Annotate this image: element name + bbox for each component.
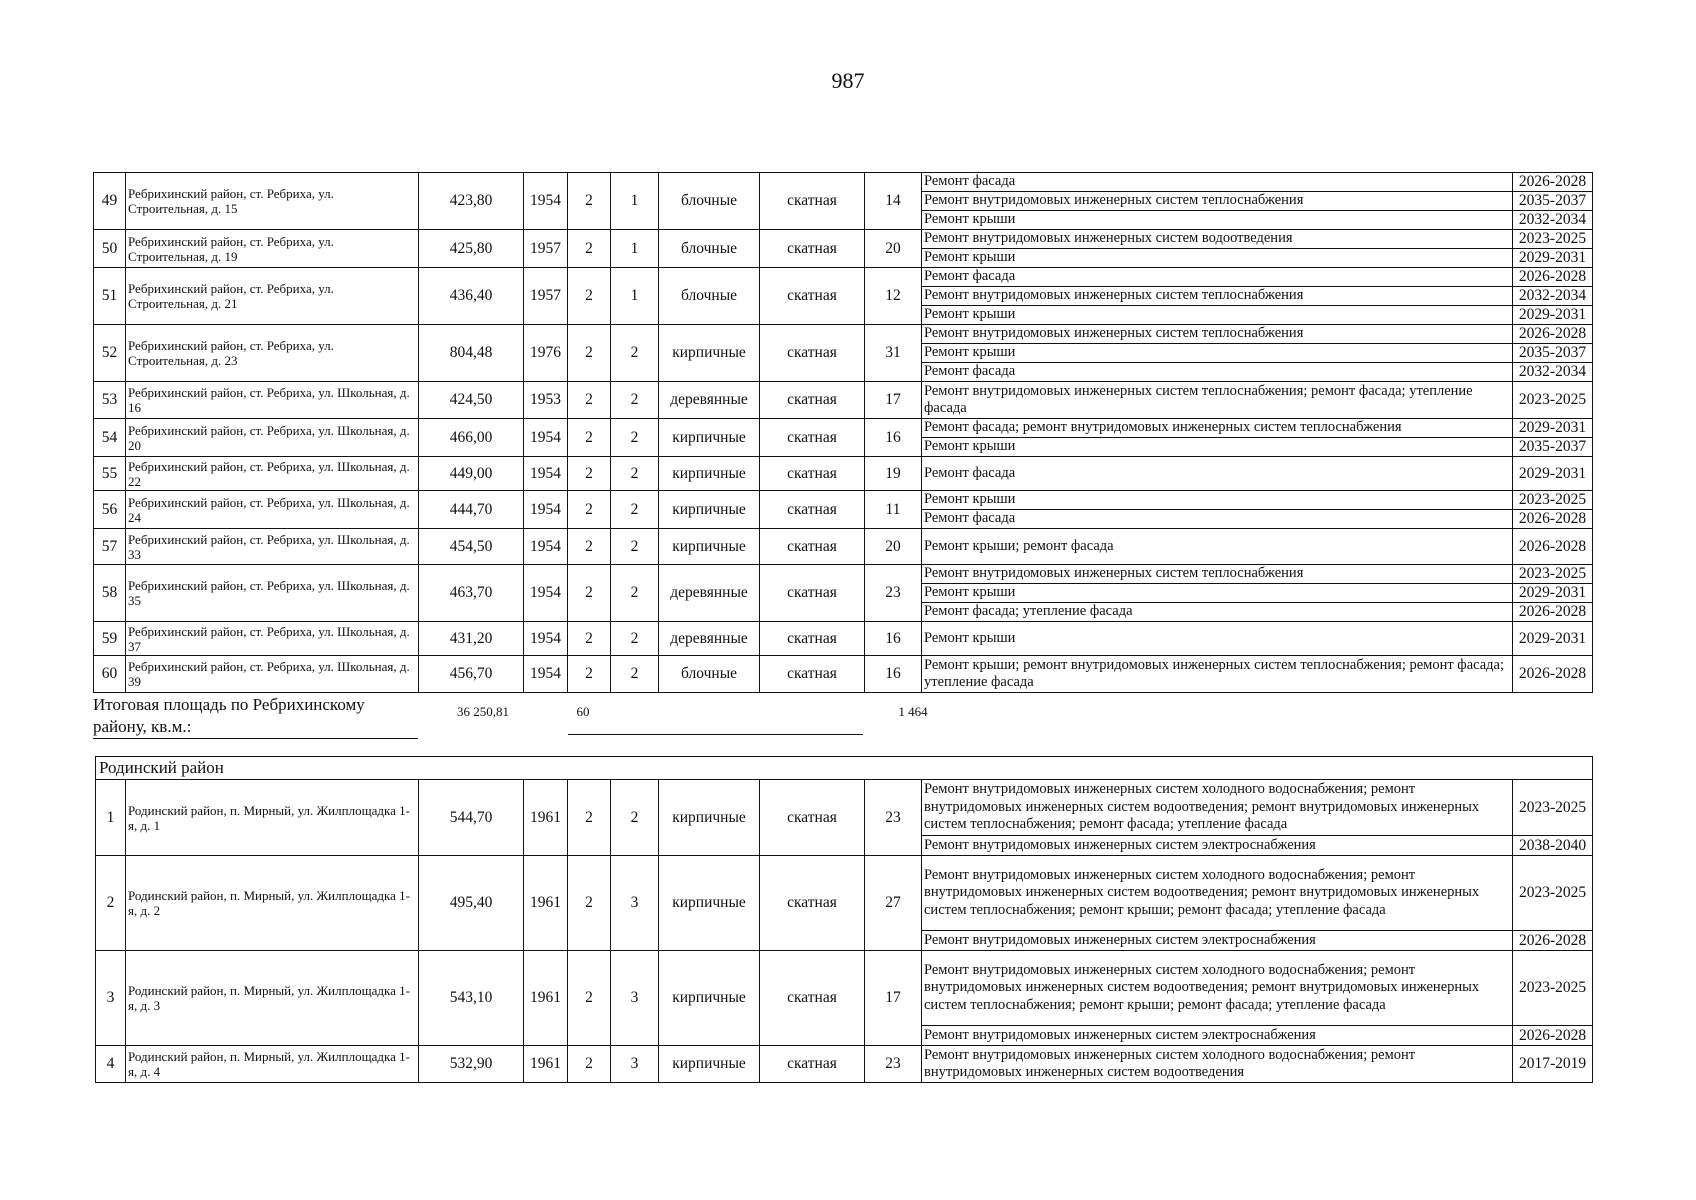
work-period-cell: 2035-2037: [1513, 344, 1593, 363]
work-period-cell: 2029-2031: [1513, 419, 1593, 438]
table-row: [94, 457, 1593, 491]
wall-material-cell: блочные: [659, 173, 760, 230]
row-number: 52: [94, 325, 126, 382]
table-row: [96, 856, 1593, 931]
work-description-cell: Ремонт крыши: [922, 249, 1513, 268]
address-cell: Ребрихинский район, ст. Ребриха, ул. Школьная, д. 39: [126, 656, 419, 693]
work-period-cell: 2026-2028: [1513, 173, 1593, 192]
roof-type-cell: скатная: [760, 325, 865, 382]
work-description-cell: Ремонт фасада; утепление фасада: [922, 603, 1513, 622]
work-description-cell: Ремонт внутридомовых инженерных систем водоотведения: [922, 230, 1513, 249]
floors-cell: 2: [568, 529, 611, 565]
wall-material-cell: кирпичные: [659, 529, 760, 565]
work-period-cell: 2032-2034: [1513, 287, 1593, 306]
address-cell: Родинский район, п. Мирный, ул. Жилплощадка 1-я, д. 3: [126, 951, 419, 1046]
address-cell: Ребрихинский район, ст. Ребриха, ул. Школьная, д. 22: [126, 457, 419, 491]
work-description-cell: Ремонт внутридомовых инженерных систем электроснабжения: [922, 931, 1513, 951]
row-number: 51: [94, 268, 126, 325]
area-cell: 449,00: [419, 457, 524, 491]
area-cell: 544,70: [419, 780, 524, 856]
year-cell: 1961: [524, 780, 568, 856]
roof-type-cell: скатная: [760, 230, 865, 268]
work-period-cell: 2017-2019: [1513, 1046, 1593, 1083]
floors-cell: 2: [568, 622, 611, 656]
work-description-cell: Ремонт внутридомовых инженерных систем электроснабжения: [922, 1026, 1513, 1046]
apartments-cell: 23: [865, 565, 922, 622]
wall-material-cell: деревянные: [659, 565, 760, 622]
total-area: 36 250,81: [457, 704, 509, 719]
row-number: 53: [94, 382, 126, 419]
year-cell: 1976: [524, 325, 568, 382]
wall-material-cell: кирпичные: [659, 491, 760, 529]
roof-type-cell: скатная: [760, 268, 865, 325]
wall-material-cell: блочные: [659, 230, 760, 268]
table-row: [94, 656, 1593, 693]
area-cell: 804,48: [419, 325, 524, 382]
work-period-cell: 2026-2028: [1513, 931, 1593, 951]
work-description-cell: Ремонт фасада; ремонт внутридомовых инженерных систем теплоснабжения: [922, 419, 1513, 438]
work-description-cell: Ремонт крыши: [922, 344, 1513, 363]
apartments-cell: 12: [865, 268, 922, 325]
entrances-cell: 2: [611, 656, 659, 693]
wall-material-cell: кирпичные: [659, 856, 760, 951]
address-cell: Ребрихинский район, ст. Ребриха, ул. Строительная, д. 19: [126, 230, 419, 268]
floors-cell: 2: [568, 491, 611, 529]
work-description-cell: Ремонт внутридомовых инженерных систем холодного водоснабжения; ремонт внутридомовых инженерных систем водоотведения; ремонт внутридомовых инженерных систем теплоснабжения; ремонт фасада; утепление фасада: [922, 780, 1513, 836]
year-cell: 1961: [524, 951, 568, 1046]
apartments-cell: 17: [865, 382, 922, 419]
work-period-cell: 2026-2028: [1513, 325, 1593, 344]
apartments-cell: 27: [865, 856, 922, 951]
address-cell: Ребрихинский район, ст. Ребриха, ул. Школьная, д. 24: [126, 491, 419, 529]
year-cell: 1954: [524, 491, 568, 529]
work-description-cell: Ремонт внутридомовых инженерных систем электроснабжения: [922, 836, 1513, 856]
row-number: 3: [96, 951, 126, 1046]
area-cell: 463,70: [419, 565, 524, 622]
wall-material-cell: блочные: [659, 268, 760, 325]
apartments-cell: 17: [865, 951, 922, 1046]
wall-material-cell: кирпичные: [659, 780, 760, 856]
apartments-cell: 23: [865, 780, 922, 856]
work-period-cell: 2023-2025: [1513, 491, 1593, 510]
table-row: [94, 419, 1593, 438]
roof-type-cell: скатная: [760, 173, 865, 230]
row-number: 54: [94, 419, 126, 457]
address-cell: Ребрихинский район, ст. Ребриха, ул. Школьная, д. 37: [126, 622, 419, 656]
total-count: 60: [576, 704, 590, 719]
year-cell: 1954: [524, 529, 568, 565]
roof-type-cell: скатная: [760, 382, 865, 419]
entrances-cell: 2: [611, 565, 659, 622]
row-number: 1: [96, 780, 126, 856]
year-cell: 1957: [524, 230, 568, 268]
address-cell: Ребрихинский район, ст. Ребриха, ул. Школьная, д. 20: [126, 419, 419, 457]
area-cell: 423,80: [419, 173, 524, 230]
table-row: [94, 622, 1593, 656]
area-cell: 436,40: [419, 268, 524, 325]
work-description-cell: Ремонт фасада: [922, 173, 1513, 192]
wall-material-cell: кирпичные: [659, 1046, 760, 1083]
year-cell: 1954: [524, 457, 568, 491]
year-cell: 1961: [524, 856, 568, 951]
work-description-cell: Ремонт фасада: [922, 363, 1513, 382]
floors-cell: 2: [568, 780, 611, 856]
entrances-cell: 2: [611, 419, 659, 457]
work-description-cell: Ремонт фасада: [922, 457, 1513, 491]
area-cell: 456,70: [419, 656, 524, 693]
roof-type-cell: скатная: [760, 856, 865, 951]
floors-cell: 2: [568, 457, 611, 491]
work-description-cell: Ремонт фасада: [922, 268, 1513, 287]
work-description-cell: Ремонт крыши: [922, 584, 1513, 603]
rodino-houses-table: [95, 756, 1593, 1083]
table-row: [94, 268, 1593, 287]
total-underline: [568, 734, 863, 735]
apartments-cell: 20: [865, 529, 922, 565]
year-cell: 1953: [524, 382, 568, 419]
apartments-cell: 16: [865, 419, 922, 457]
work-description-cell: Ремонт крыши; ремонт фасада: [922, 529, 1513, 565]
area-cell: 466,00: [419, 419, 524, 457]
work-description-cell: Ремонт крыши: [922, 622, 1513, 656]
floors-cell: 2: [568, 951, 611, 1046]
row-number: 60: [94, 656, 126, 693]
wall-material-cell: кирпичные: [659, 951, 760, 1046]
roof-type-cell: скатная: [760, 656, 865, 693]
area-cell: 543,10: [419, 951, 524, 1046]
roof-type-cell: скатная: [760, 491, 865, 529]
rebrikha-total: [93, 692, 1592, 742]
work-period-cell: 2023-2025: [1513, 951, 1593, 1026]
year-cell: 1961: [524, 1046, 568, 1083]
area-cell: 444,70: [419, 491, 524, 529]
table-row: [94, 491, 1593, 510]
floors-cell: 2: [568, 419, 611, 457]
floors-cell: 2: [568, 565, 611, 622]
work-period-cell: 2023-2025: [1513, 856, 1593, 931]
roof-type-cell: скатная: [760, 529, 865, 565]
apartments-cell: 16: [865, 622, 922, 656]
address-cell: Ребрихинский район, ст. Ребриха, ул. Строительная, д. 21: [126, 268, 419, 325]
work-period-cell: 2035-2037: [1513, 192, 1593, 211]
row-number: 59: [94, 622, 126, 656]
wall-material-cell: кирпичные: [659, 457, 760, 491]
entrances-cell: 2: [611, 325, 659, 382]
work-period-cell: 2026-2028: [1513, 656, 1593, 693]
table-row: [96, 1046, 1593, 1083]
work-period-cell: 2023-2025: [1513, 565, 1593, 584]
work-period-cell: 2035-2037: [1513, 438, 1593, 457]
work-period-cell: 2029-2031: [1513, 249, 1593, 268]
work-description-cell: Ремонт крыши: [922, 211, 1513, 230]
entrances-cell: 2: [611, 622, 659, 656]
row-number: 58: [94, 565, 126, 622]
apartments-cell: 16: [865, 656, 922, 693]
work-period-cell: 2032-2034: [1513, 363, 1593, 382]
work-period-cell: 2032-2034: [1513, 211, 1593, 230]
floors-cell: 2: [568, 856, 611, 951]
entrances-cell: 2: [611, 529, 659, 565]
wall-material-cell: деревянные: [659, 622, 760, 656]
area-cell: 495,40: [419, 856, 524, 951]
year-cell: 1954: [524, 173, 568, 230]
roof-type-cell: скатная: [760, 565, 865, 622]
roof-type-cell: скатная: [760, 780, 865, 856]
row-number: 56: [94, 491, 126, 529]
floors-cell: 2: [568, 268, 611, 325]
work-description-cell: Ремонт внутридомовых инженерных систем холодного водоснабжения; ремонт внутридомовых инженерных систем водоотведения; ремонт внутридомовых инженерных систем теплоснабжения; ремонт крыши; ремонт фасада; утепление фасада: [922, 856, 1513, 931]
work-description-cell: Ремонт крыши: [922, 491, 1513, 510]
roof-type-cell: скатная: [760, 419, 865, 457]
work-period-cell: 2029-2031: [1513, 622, 1593, 656]
area-cell: 454,50: [419, 529, 524, 565]
entrances-cell: 1: [611, 268, 659, 325]
address-cell: Родинский район, п. Мирный, ул. Жилплощадка 1-я, д. 2: [126, 856, 419, 951]
address-cell: Ребрихинский район, ст. Ребриха, ул. Школьная, д. 33: [126, 529, 419, 565]
work-period-cell: 2029-2031: [1513, 584, 1593, 603]
address-cell: Ребрихинский район, ст. Ребриха, ул. Строительная, д. 23: [126, 325, 419, 382]
work-period-cell: 2026-2028: [1513, 510, 1593, 529]
wall-material-cell: деревянные: [659, 382, 760, 419]
row-number: 2: [96, 856, 126, 951]
work-description-cell: Ремонт внутридомовых инженерных систем теплоснабжения: [922, 287, 1513, 306]
address-cell: Ребрихинский район, ст. Ребриха, ул. Строительная, д. 15: [126, 173, 419, 230]
floors-cell: 2: [568, 173, 611, 230]
roof-type-cell: скатная: [760, 457, 865, 491]
entrances-cell: 2: [611, 780, 659, 856]
table-row: [94, 565, 1593, 584]
work-description-cell: Ремонт крыши; ремонт внутридомовых инженерных систем теплоснабжения; ремонт фасада; утепление фасада: [922, 656, 1513, 693]
work-period-cell: 2026-2028: [1513, 529, 1593, 565]
entrances-cell: 2: [611, 457, 659, 491]
floors-cell: 2: [568, 230, 611, 268]
work-period-cell: 2038-2040: [1513, 836, 1593, 856]
apartments-cell: 20: [865, 230, 922, 268]
wall-material-cell: кирпичные: [659, 419, 760, 457]
table-row: [94, 325, 1593, 344]
total-apartments: 1 464: [898, 704, 928, 719]
table-row: [94, 173, 1593, 192]
floors-cell: 2: [568, 1046, 611, 1083]
year-cell: 1954: [524, 565, 568, 622]
entrances-cell: 3: [611, 856, 659, 951]
floors-cell: 2: [568, 656, 611, 693]
work-description-cell: Ремонт внутридомовых инженерных систем теплоснабжения: [922, 192, 1513, 211]
row-number: 50: [94, 230, 126, 268]
area-cell: 424,50: [419, 382, 524, 419]
row-number: 4: [96, 1046, 126, 1083]
address-cell: Родинский район, п. Мирный, ул. Жилплощадка 1-я, д. 4: [126, 1046, 419, 1083]
table-row: [96, 780, 1593, 836]
table-row: [94, 529, 1593, 565]
entrances-cell: 2: [611, 491, 659, 529]
table-row: [96, 951, 1593, 1026]
area-cell: 425,80: [419, 230, 524, 268]
area-cell: 532,90: [419, 1046, 524, 1083]
table-row: [94, 382, 1593, 419]
roof-type-cell: скатная: [760, 1046, 865, 1083]
work-description-cell: Ремонт внутридомовых инженерных систем холодного водоснабжения; ремонт внутридомовых инженерных систем водоотведения: [922, 1046, 1513, 1083]
entrances-cell: 1: [611, 230, 659, 268]
entrances-cell: 2: [611, 382, 659, 419]
address-cell: Ребрихинский район, ст. Ребриха, ул. Школьная, д. 35: [126, 565, 419, 622]
area-cell: 431,20: [419, 622, 524, 656]
work-period-cell: 2029-2031: [1513, 306, 1593, 325]
row-number: 55: [94, 457, 126, 491]
work-period-cell: 2026-2028: [1513, 1026, 1593, 1046]
rebrikha-houses-table: [93, 172, 1593, 693]
year-cell: 1957: [524, 268, 568, 325]
work-period-cell: 2026-2028: [1513, 603, 1593, 622]
work-period-cell: 2023-2025: [1513, 382, 1593, 419]
year-cell: 1954: [524, 622, 568, 656]
page-number: 987: [831, 68, 865, 93]
floors-cell: 2: [568, 325, 611, 382]
apartments-cell: 14: [865, 173, 922, 230]
address-cell: Родинский район, п. Мирный, ул. Жилплощадка 1-я, д. 1: [126, 780, 419, 856]
address-cell: Ребрихинский район, ст. Ребриха, ул. Школьная, д. 16: [126, 382, 419, 419]
year-cell: 1954: [524, 419, 568, 457]
work-period-cell: 2029-2031: [1513, 457, 1593, 491]
row-number: 49: [94, 173, 126, 230]
wall-material-cell: кирпичные: [659, 325, 760, 382]
roof-type-cell: скатная: [760, 622, 865, 656]
wall-material-cell: блочные: [659, 656, 760, 693]
work-description-cell: Ремонт внутридомовых инженерных систем теплоснабжения: [922, 325, 1513, 344]
work-description-cell: Ремонт фасада: [922, 510, 1513, 529]
roof-type-cell: скатная: [760, 951, 865, 1046]
entrances-cell: 3: [611, 1046, 659, 1083]
work-period-cell: 2023-2025: [1513, 780, 1593, 836]
year-cell: 1954: [524, 656, 568, 693]
work-description-cell: Ремонт внутридомовых инженерных систем теплоснабжения: [922, 565, 1513, 584]
table-row: [94, 230, 1593, 249]
work-description-cell: Ремонт крыши: [922, 438, 1513, 457]
apartments-cell: 11: [865, 491, 922, 529]
floors-cell: 2: [568, 382, 611, 419]
entrances-cell: 1: [611, 173, 659, 230]
district-heading: Родинский район: [96, 757, 1593, 780]
total-label: Итоговая площадь по Ребрихинскому району, кв.м.:: [93, 694, 418, 739]
work-period-cell: 2026-2028: [1513, 268, 1593, 287]
apartments-cell: 19: [865, 457, 922, 491]
apartments-cell: 31: [865, 325, 922, 382]
work-period-cell: 2023-2025: [1513, 230, 1593, 249]
work-description-cell: Ремонт крыши: [922, 306, 1513, 325]
work-description-cell: Ремонт внутридомовых инженерных систем теплоснабжения; ремонт фасада; утепление фасада: [922, 382, 1513, 419]
entrances-cell: 3: [611, 951, 659, 1046]
work-description-cell: Ремонт внутридомовых инженерных систем холодного водоснабжения; ремонт внутридомовых инженерных систем водоотведения; ремонт внутридомовых инженерных систем теплоснабжения; ремонт крыши; ремонт фасада; утепление фасада: [922, 951, 1513, 1026]
apartments-cell: 23: [865, 1046, 922, 1083]
row-number: 57: [94, 529, 126, 565]
